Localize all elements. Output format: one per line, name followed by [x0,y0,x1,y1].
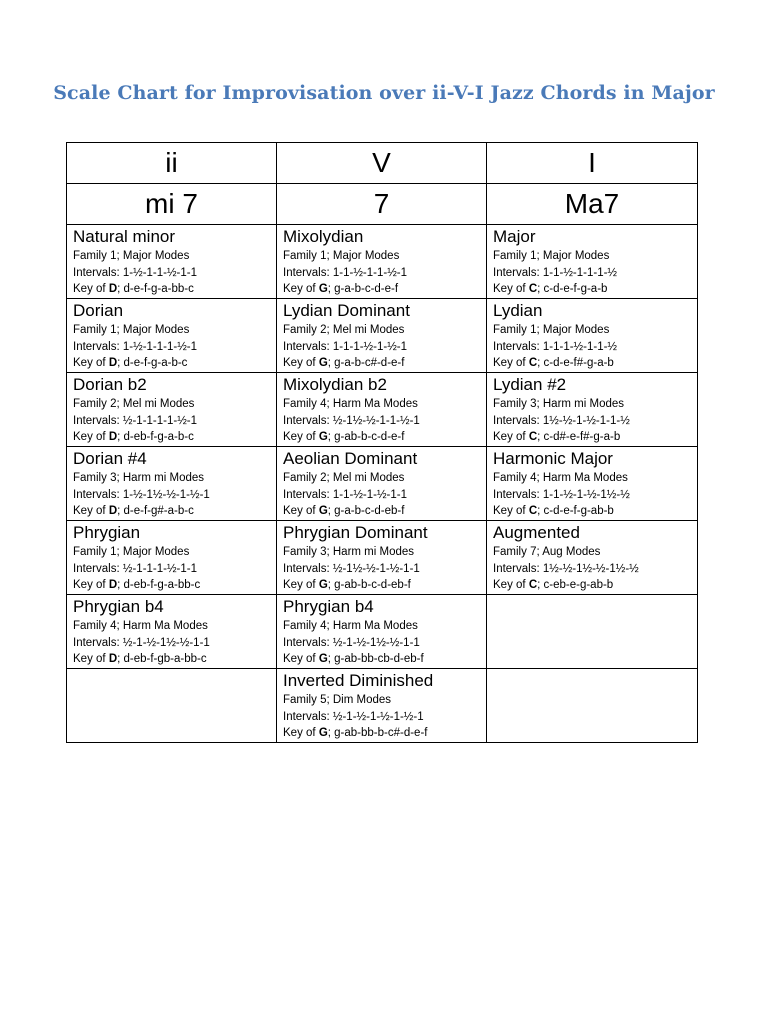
scale-intervals [73,413,276,430]
page-title: Scale Chart for Improvisation over ii-V-I Jazz Chords in Major [53,82,715,104]
intervals-label: Intervals: [73,562,120,575]
key-label: Key of [283,727,316,739]
scale-intervals [283,265,486,282]
key-label: Key of [73,579,106,591]
scale-name: Lydian Dominant [283,301,410,320]
intervals-label: Intervals: [283,266,330,279]
family-value: 4; Harm Ma Modes [110,620,208,632]
family-value: 5; Dim Modes [320,694,392,706]
scale-chart-table [66,142,698,743]
scale-cell-i [487,373,698,447]
scale-intervals [283,635,486,652]
intervals-value: ½-1-½-1½-½-1-1 [122,636,210,649]
intervals-value: 1-1-½-1-½-1-1 [332,488,408,501]
scale-name: Phrygian b4 [283,597,374,616]
scale-name: Dorian b2 [73,375,147,394]
intervals-value: 1-1-½-1-1-½-1 [332,266,408,279]
key-notes: c-d-e-f-g-ab-b [543,505,614,517]
scale-family [283,322,486,339]
scale-name: Lydian [493,301,543,320]
scale-name: Harmonic Major [493,449,613,468]
family-label: Family [73,546,107,558]
scale-family [283,618,486,635]
key-label: Key of [73,505,106,517]
family-label: Family [493,398,527,410]
scale-row [67,521,698,595]
scale-cell-v [277,669,487,743]
scale-row [67,447,698,521]
key-label: Key of [493,357,526,369]
intervals-value: ½-1-1-1-½-1-1 [122,562,198,575]
key-value: C [528,431,538,443]
family-value: 1; Major Modes [530,250,610,262]
intervals-value: ½-1-1-1-1-½-1 [122,414,198,427]
family-value: 3; Harm mi Modes [320,546,415,558]
scale-family [73,544,276,561]
key-label: Key of [493,505,526,517]
family-label: Family [73,398,107,410]
key-label: Key of [493,579,526,591]
intervals-label: Intervals: [73,266,120,279]
family-value: 7; Aug Modes [530,546,601,558]
scale-intervals [73,561,276,578]
intervals-value: 1-1-½-1-½-1½-½ [542,488,630,501]
scale-cell-ii [67,669,277,743]
family-label: Family [493,472,527,484]
scale-intervals [493,413,697,430]
scale-family [493,396,697,413]
key-notes: g-ab-bb-cb-d-eb-f [334,653,424,665]
scale-name: Mixolydian b2 [283,375,387,394]
key-label: Key of [283,283,316,295]
intervals-label: Intervals: [493,266,540,279]
key-value: D [108,653,118,665]
scale-row [67,595,698,669]
quality-header-row [67,184,698,225]
scale-key: Key of D; d-e-f-g#-a-b-c [73,505,194,517]
key-label: Key of [73,431,106,443]
scale-name: Phrygian Dominant [283,523,428,542]
scale-cell-v [277,447,487,521]
key-label: Key of [283,357,316,369]
intervals-label: Intervals: [283,562,330,575]
family-label: Family [73,324,107,336]
scale-intervals [283,339,486,356]
intervals-value: 1-½-1-1-1-½-1 [122,340,198,353]
scale-key: Key of D; d-eb-f-gb-a-bb-c [73,653,207,665]
scale-cell-i [487,669,698,743]
scale-family [493,248,697,265]
intervals-label: Intervals: [73,488,120,501]
scale-cell-i [487,225,698,299]
key-label: Key of [283,505,316,517]
intervals-label: Intervals: [283,636,330,649]
scale-family [283,248,486,265]
scale-family [73,248,276,265]
key-notes: d-eb-f-g-a-b-c [123,431,194,443]
scale-cell-ii [67,521,277,595]
key-label: Key of [73,653,106,665]
key-notes: d-eb-f-gb-a-bb-c [123,653,207,665]
key-value: G [318,505,328,517]
intervals-label: Intervals: [493,340,540,353]
scale-intervals [283,487,486,504]
key-notes: d-eb-f-g-a-bb-c [123,579,201,591]
scale-cell-v [277,225,487,299]
scale-name: Lydian #2 [493,375,567,394]
family-value: 1; Major Modes [320,250,400,262]
intervals-value: 1½-½-1-½-1-1-½ [542,414,630,427]
key-label: Key of [283,653,316,665]
scale-row [67,299,698,373]
scale-family [73,470,276,487]
scale-name: Dorian [73,301,124,320]
intervals-value: 1-1-1-½-1-1-½ [542,340,618,353]
scale-name: Augmented [493,523,580,542]
scale-family [283,544,486,561]
scale-cell-i [487,447,698,521]
family-label: Family [493,324,527,336]
family-label: Family [493,546,527,558]
key-value: G [318,357,328,369]
key-notes: g-a-b-c-d-e-f [334,283,399,295]
scale-cell-v [277,521,487,595]
scale-cell-ii [67,299,277,373]
intervals-label: Intervals: [283,414,330,427]
scale-key: Key of C; c-eb-e-g-ab-b [493,579,614,591]
scale-family [73,618,276,635]
key-notes: d-e-f-g#-a-b-c [123,505,194,517]
key-label: Key of [283,431,316,443]
scale-name: Dorian #4 [73,449,147,468]
family-value: 4; Harm Ma Modes [320,398,418,410]
intervals-label: Intervals: [283,340,330,353]
scale-family [493,322,697,339]
family-value: 4; Harm Ma Modes [320,620,418,632]
family-label: Family [283,324,317,336]
scale-row [67,373,698,447]
family-label: Family [283,620,317,632]
intervals-label: Intervals: [283,710,330,723]
scale-row [67,669,698,743]
key-label: Key of [493,283,526,295]
key-value: G [318,579,328,591]
scale-key: Key of G; g-ab-b-c-d-e-f [283,431,405,443]
scale-intervals [493,561,697,578]
header-quality-I: Ma7 [487,184,698,225]
family-label: Family [283,250,317,262]
scale-family [493,544,697,561]
intervals-value: 1-½-1-1-½-1-1 [122,266,198,279]
intervals-value: 1-1-1-½-1-½-1 [332,340,408,353]
key-value: C [528,505,538,517]
scale-name: Inverted Diminished [283,671,434,690]
family-value: 1; Major Modes [110,546,190,558]
key-notes: g-ab-b-c-d-eb-f [334,579,411,591]
family-label: Family [493,250,527,262]
scale-name: Natural minor [73,227,176,246]
scale-family [73,396,276,413]
intervals-value: 1-1-½-1-1-1-½ [542,266,618,279]
scale-intervals [73,635,276,652]
scale-key: Key of D; d-e-f-g-a-b-c [73,357,188,369]
scale-intervals [493,487,697,504]
scale-key: Key of D; d-e-f-g-a-bb-c [73,283,194,295]
scale-cell-ii [67,595,277,669]
intervals-value: 1-½-1½-½-1-½-1 [122,488,210,501]
scale-name: Phrygian b4 [73,597,164,616]
degree-header-row [67,143,698,184]
family-label: Family [283,694,317,706]
key-value: G [318,653,328,665]
intervals-label: Intervals: [493,414,540,427]
scale-intervals [283,709,486,726]
intervals-value: ½-1-½-1½-½-1-1 [332,636,420,649]
intervals-label: Intervals: [73,340,120,353]
scale-key: Key of C; c-d#-e-f#-g-a-b [493,431,621,443]
key-value: G [318,431,328,443]
scale-key: Key of G; g-a-b-c#-d-e-f [283,357,405,369]
family-value: 2; Mel mi Modes [320,472,405,484]
scale-intervals [283,413,486,430]
key-notes: c-d#-e-f#-g-a-b [543,431,621,443]
key-value: D [108,505,118,517]
family-value: 1; Major Modes [110,250,190,262]
key-value: D [108,283,118,295]
family-label: Family [283,546,317,558]
key-notes: d-e-f-g-a-bb-c [123,283,194,295]
intervals-value: ½-1½-½-1-1-½-1 [332,414,420,427]
key-label: Key of [73,283,106,295]
scale-intervals [73,487,276,504]
key-notes: g-a-b-c-d-eb-f [334,505,405,517]
family-value: 3; Harm mi Modes [530,398,625,410]
intervals-label: Intervals: [493,562,540,575]
family-value: 1; Major Modes [110,324,190,336]
scale-key: Key of D; d-eb-f-g-a-b-c [73,431,194,443]
scale-cell-ii [67,373,277,447]
intervals-label: Intervals: [73,636,120,649]
key-notes: d-e-f-g-a-b-c [123,357,188,369]
scale-name: Mixolydian [283,227,364,246]
header-quality-ii: mi 7 [67,184,277,225]
scale-key: Key of G; g-ab-bb-b-c#-d-e-f [283,727,428,739]
scale-cell-i [487,595,698,669]
family-label: Family [73,472,107,484]
scale-key: Key of G; g-a-b-c-d-eb-f [283,505,405,517]
key-value: G [318,283,328,295]
scale-cell-v [277,595,487,669]
scale-row [67,225,698,299]
key-value: C [528,283,538,295]
scale-cell-ii [67,225,277,299]
key-label: Key of [73,357,106,369]
family-value: 1; Major Modes [530,324,610,336]
scale-intervals [493,339,697,356]
scale-intervals [283,561,486,578]
scale-intervals [73,265,276,282]
scale-family [283,470,486,487]
scale-key: Key of G; g-ab-b-c-d-eb-f [283,579,411,591]
key-value: D [108,579,118,591]
scale-family [493,470,697,487]
key-value: D [108,357,118,369]
family-value: 2; Mel mi Modes [110,398,195,410]
family-value: 2; Mel mi Modes [320,324,405,336]
family-label: Family [73,250,107,262]
intervals-label: Intervals: [493,488,540,501]
scale-cell-ii [67,447,277,521]
key-label: Key of [283,579,316,591]
scale-intervals [73,339,276,356]
key-notes: g-ab-b-c-d-e-f [334,431,405,443]
scale-cell-v [277,299,487,373]
scale-cell-i [487,521,698,595]
family-label: Family [73,620,107,632]
key-value: C [528,579,538,591]
family-value: 3; Harm mi Modes [110,472,205,484]
intervals-value: ½-1½-½-1-½-1-1 [332,562,420,575]
scale-key: Key of D; d-eb-f-g-a-bb-c [73,579,201,591]
scale-key: Key of C; c-d-e-f-g-ab-b [493,505,614,517]
intervals-label: Intervals: [283,488,330,501]
scale-key: Key of C; c-d-e-f#-g-a-b [493,357,614,369]
family-value: 4; Harm Ma Modes [530,472,628,484]
intervals-label: Intervals: [73,414,120,427]
key-notes: c-d-e-f-g-a-b [543,283,608,295]
family-label: Family [283,472,317,484]
key-label: Key of [493,431,526,443]
key-value: D [108,431,118,443]
scale-family [283,396,486,413]
scale-name: Aeolian Dominant [283,449,418,468]
key-notes: g-ab-bb-b-c#-d-e-f [334,727,428,739]
key-value: C [528,357,538,369]
scale-cell-i [487,299,698,373]
header-degree-V: V [277,143,487,184]
scale-family [73,322,276,339]
key-notes: g-a-b-c#-d-e-f [334,357,405,369]
scale-key: Key of G; g-a-b-c-d-e-f [283,283,399,295]
key-notes: c-eb-e-g-ab-b [543,579,614,591]
scale-name: Phrygian [73,523,141,542]
intervals-value: 1½-½-1½-½-1½-½ [542,562,639,575]
scale-cell-v [277,373,487,447]
key-value: G [318,727,328,739]
scale-key: Key of C; c-d-e-f-g-a-b [493,283,608,295]
header-quality-V: 7 [277,184,487,225]
scale-intervals [493,265,697,282]
scale-key: Key of G; g-ab-bb-cb-d-eb-f [283,653,424,665]
header-degree-I: I [487,143,698,184]
key-notes: c-d-e-f#-g-a-b [543,357,614,369]
header-degree-ii: ii [67,143,277,184]
scale-family [283,692,486,709]
family-label: Family [283,398,317,410]
scale-name: Major [493,227,536,246]
intervals-value: ½-1-½-1-½-1-½-1 [332,710,424,723]
